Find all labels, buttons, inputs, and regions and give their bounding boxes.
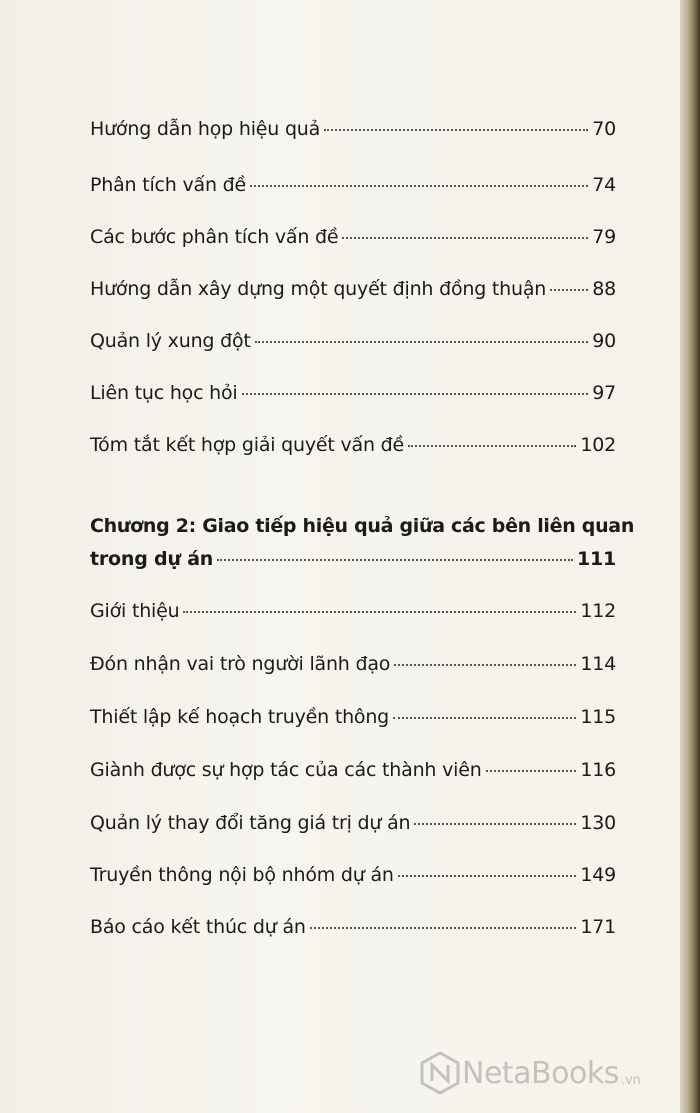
toc-entry-title: Hướng dẫn họp hiệu quả: [90, 118, 321, 140]
netabooks-logo-icon: [418, 1051, 462, 1095]
toc-entry-title: Hướng dẫn xây dựng một quyết định đồng thuận: [90, 278, 547, 300]
toc-entry: [90, 118, 616, 140]
toc-entry-page: 114: [580, 653, 616, 675]
toc-leader: [398, 875, 577, 877]
toc-entry-page: 130: [580, 812, 616, 834]
toc-entry: [90, 434, 616, 456]
toc-leader: [255, 341, 589, 343]
toc-leader: [242, 393, 589, 395]
toc-entry-title: Quản lý xung đột: [90, 330, 251, 352]
toc-leader: [342, 237, 588, 239]
chapter-heading: [90, 548, 616, 570]
toc-entry-title: Phân tích vấn đề: [90, 174, 246, 196]
toc-entry: [90, 278, 616, 300]
toc-entry-page: 112: [580, 600, 616, 622]
toc-leader: [250, 185, 588, 187]
toc-entry-page: 90: [592, 330, 616, 352]
toc-entry: [90, 600, 616, 622]
toc-entry-title: Báo cáo kết thúc dự án: [90, 916, 306, 938]
toc-entry: [90, 706, 616, 728]
watermark-suffix: .vn: [620, 1073, 641, 1088]
toc-entry: [90, 174, 616, 196]
toc-entry-title: Liên tục học hỏi: [90, 382, 238, 404]
toc-leader: [394, 664, 576, 666]
toc-entry-page: 70: [592, 118, 616, 140]
toc-entry-page: 115: [580, 706, 616, 728]
toc-entry-page: 149: [580, 864, 616, 886]
toc-entry: [90, 226, 616, 248]
toc-leader: [408, 445, 576, 447]
toc-entry-page: 171: [580, 916, 616, 938]
toc-entry: [90, 653, 616, 675]
watermark-brand: NetaBooks: [462, 1055, 619, 1091]
toc-entry-title: Giới thiệu: [90, 600, 180, 622]
toc-entry: [90, 812, 616, 834]
book-page-edge: [680, 0, 700, 1113]
toc-entry-title: Đón nhận vai trò người lãnh đạo: [90, 653, 391, 675]
toc-entry-page: 116: [580, 759, 616, 781]
toc-entry-title: Các bước phân tích vấn đề: [90, 226, 339, 248]
toc-entry-page: 102: [580, 434, 616, 456]
netabooks-watermark: [418, 1048, 641, 1098]
toc-leader: [310, 927, 577, 929]
toc-entry-title: Tóm tắt kết hợp giải quyết vấn đề: [90, 434, 405, 456]
toc-entry-page: 74: [592, 174, 616, 196]
toc-entry: [90, 864, 616, 886]
toc-entry-title: Truyền thông nội bộ nhóm dự án: [90, 864, 394, 886]
chapter-heading-line2: trong dự án: [90, 548, 214, 570]
toc-leader: [324, 129, 588, 131]
chapter-heading-line1: Chương 2: Giao tiếp hiệu quả giữa các bên liên quan: [90, 515, 635, 537]
toc-leader: [217, 559, 573, 561]
toc-entry-title: Quản lý thay đổi tăng giá trị dự án: [90, 812, 411, 834]
toc-entry: [90, 382, 616, 404]
toc-leader: [183, 611, 576, 613]
toc-entry-page: 88: [592, 278, 616, 300]
chapter-page: 111: [576, 548, 616, 570]
toc-entry: [90, 759, 616, 781]
toc-entry-page: 79: [592, 226, 616, 248]
toc-leader: [393, 717, 576, 719]
toc-leader: [550, 289, 588, 291]
toc-entry-page: 97: [592, 382, 616, 404]
toc-leader: [414, 823, 576, 825]
toc-entry-title: Thiết lập kế hoạch truyền thông: [90, 706, 390, 728]
toc-leader: [486, 770, 577, 772]
toc-entry: [90, 916, 616, 938]
toc-entry: [90, 330, 616, 352]
toc-entry-title: Giành được sự hợp tác của các thành viên: [90, 759, 482, 781]
